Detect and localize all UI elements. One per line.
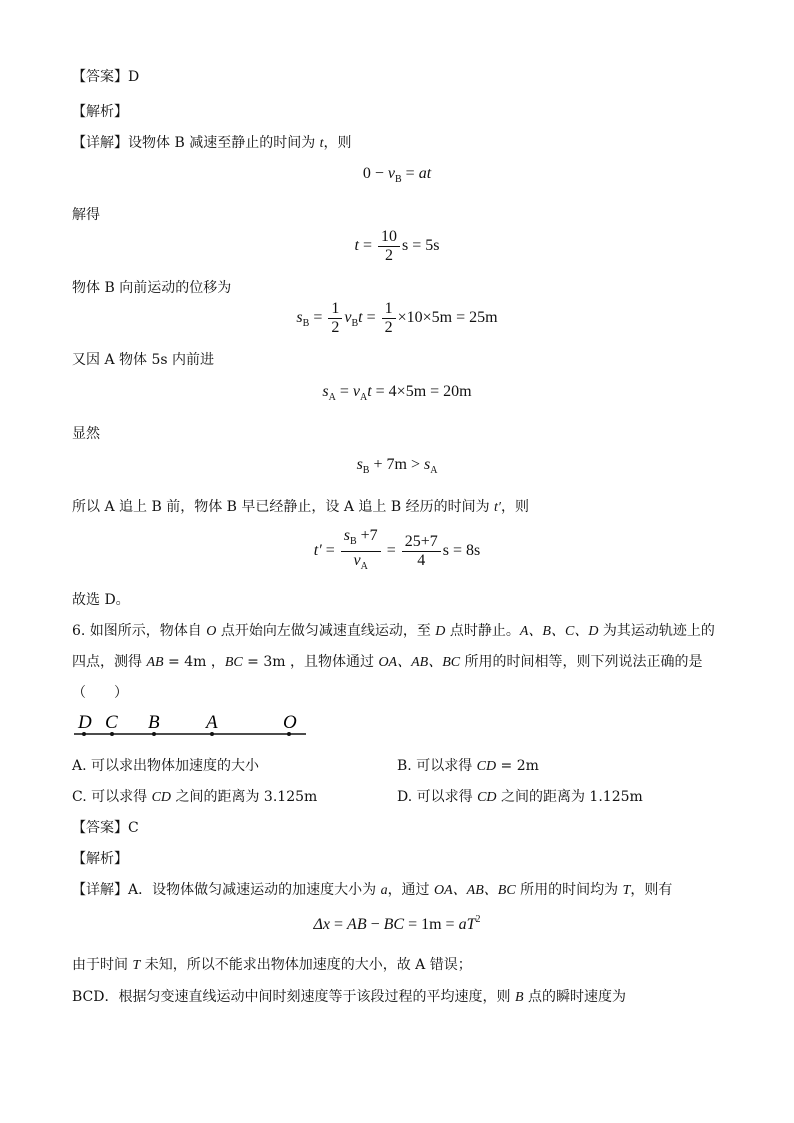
detail-line-1 [72,132,352,152]
label-c: C [105,712,118,733]
label-a: A [206,712,218,733]
error-line [72,954,472,974]
eq-var: Δx [313,916,331,933]
opt-text: 之间的距离为 3.125m [171,789,318,805]
frac-num: 25+7 [402,533,441,552]
answer-line-2 [72,817,139,837]
eq-sub: A [430,465,438,476]
so-text: 所以 A 追上 B 前，物体 B 早已经静止，设 A 追上 B 经历的时间为 [72,499,495,515]
answer-value: C [128,820,139,836]
var-T: T [132,958,141,973]
var-a: a [380,883,388,898]
opt-text: 之间的距离为 1.125m [496,789,643,805]
obvious-label: 显然 [72,426,100,442]
var-t: t [319,136,324,151]
frac-num: 10 [378,228,400,247]
err-text: 未知，所以不能求出物体加速度的大小，故 A 错误； [140,957,472,973]
q-var: OA、AB、BC [378,655,461,670]
eq-var: s [343,527,350,544]
fraction [341,527,381,576]
var-B: B [514,990,524,1005]
eq-var: v [344,309,352,327]
q-text: 6. 如图所示，物体自 [72,623,207,639]
q-text: 且物体通过 [303,654,379,670]
eq-var: BC [383,916,405,933]
opt-var: CD [151,790,172,805]
detail-text: 所用的时间均为 [515,882,623,898]
eq-var: t [367,383,372,400]
question-6-line-1 [72,620,715,640]
eq-part: = 4×5m = 20m [371,383,472,400]
eq-part: = [321,542,339,560]
eq-var: s [423,456,431,473]
frac-den [341,552,381,576]
detail-label: 【详解】 [72,135,128,151]
eq-sub: B [302,318,310,330]
opt-text: D. 可以求得 [397,789,478,805]
solve-label: 解得 [72,207,100,223]
detail-text: ，则有 [630,882,673,898]
eq-sub: B [349,536,357,547]
eq-sub: A [360,561,368,572]
label-o: O [283,712,297,733]
q-var: AB [146,655,164,670]
opt-text: B. 可以求得 [397,758,477,774]
err-text: 由于时间 [72,957,133,973]
eq-sub: B [362,465,370,476]
var-T: T [622,883,631,898]
eq-var: s [322,383,329,400]
q-text: = 3m ， [242,654,304,670]
q-text: 四点，测得 [72,654,147,670]
answer-line-1 [72,66,139,86]
eq-part: s = 5s [402,237,440,255]
frac-num: 1 [382,300,396,319]
option-a: A. 可以求出物体加速度的大小 [72,758,260,774]
eq-var: a [458,916,467,933]
detail-text: A．设物体做匀减速运动的加速度大小为 [128,882,381,898]
eq-sub: B [351,318,359,330]
eq-sub: B [394,174,402,185]
option-c [72,786,317,806]
eq-var: v [387,165,395,182]
eq-part: = [358,237,376,255]
eq-sub: A [359,392,368,403]
label-b: B [148,712,160,733]
eq-part: = [382,542,400,560]
eq-part: = [330,916,348,933]
fraction [382,300,396,337]
q-text: 为其运动轨迹上的 [598,623,715,639]
eq-part: 0 − [362,165,388,182]
answer-value: D [128,69,140,85]
q-var: O [206,624,217,639]
eq-var: t [354,237,359,255]
also-label: 又因 A 物体 5s 内前进 [72,352,215,368]
bcd-text: BCD．根据匀变速直线运动中间时刻速度等于该段过程的平均速度，则 [72,989,515,1005]
trajectory-figure [70,708,310,742]
opt-var: CD [477,790,497,805]
eq-part: +7 [356,527,378,544]
equation-1 [0,165,794,185]
opt-var: CD [476,759,497,774]
bcd-line [72,986,626,1006]
eq-part: = [335,383,353,400]
equation-3 [0,300,794,337]
frac-den: 4 [417,552,426,569]
opt-text: C. 可以求得 [72,789,152,805]
detail-text-end: ，则 [323,135,352,151]
eq-part: = [362,309,380,327]
option-d [397,786,643,806]
equation-2 [0,228,794,265]
choose-line: 故选 D。 [72,592,130,608]
detail-text: ，通过 [387,882,435,898]
q-text: 点时静止。 [445,623,520,639]
answer-label: 【答案】 [72,69,128,85]
detail-var: OA、AB、BC [434,883,516,898]
analysis-label-1: 【解析】 [72,104,128,120]
q-text: = 4m ， [163,654,225,670]
q-var: BC [224,655,243,670]
eq-sup: 2 [475,914,481,925]
frac-den: 2 [385,247,393,264]
fraction [328,300,342,337]
eq-var: at [418,165,432,182]
eq-var: s [356,456,363,473]
q-text: 所用的时间相等，则下列说法正确的是 [460,654,703,670]
eq-var: T [466,916,476,933]
equation-7 [0,914,794,934]
frac-den: 2 [331,319,340,336]
eq-part: = [401,165,419,182]
opt-text: = 2m [496,758,539,774]
eq-part: − [366,916,384,933]
q-var: D [435,624,446,639]
eq-var: t [358,309,363,327]
label-d: D [78,712,92,733]
eq-part: = 1m = [404,916,459,933]
fraction [402,533,441,570]
equation-4 [0,383,794,403]
eq-var: s [296,309,303,327]
question-6-line-2 [72,651,703,671]
analysis-label-2: 【解析】 [72,851,128,867]
eq-var: v [352,383,360,400]
q-var: A、B、C、D [519,624,599,639]
detail-label: 【详解】 [72,882,128,898]
eq-var: t′ [313,542,322,560]
eq-part: + 7m > [369,456,424,473]
detail-text: 设物体 B 减速至静止的时间为 [128,135,320,151]
frac-den: 2 [384,319,393,336]
displacement-label: 物体 B 向前运动的位移为 [72,280,232,296]
detail-line-2 [72,879,672,899]
q-text: 点开始向左做匀减速直线运动，至 [216,623,436,639]
option-b [397,755,539,775]
bcd-text: 点的瞬时速度为 [523,989,626,1005]
eq-var: AB [347,916,367,933]
frac-num: 1 [328,300,342,319]
eq-var: v [353,552,361,569]
frac-num [341,527,381,552]
eq-part: = [309,309,327,327]
eq-sub: A [328,392,336,403]
equation-6 [0,527,794,576]
eq-part: s = 8s [442,542,481,560]
eq-part: ×10×5m = 25m [397,309,498,327]
answer-label: 【答案】 [72,820,128,836]
fraction [378,228,400,265]
equation-5 [0,456,794,476]
var-t-prime: t′ [494,500,501,515]
so-text-end: ，则 [501,499,529,515]
question-6-paren: （ ） [72,685,128,701]
so-line [72,496,529,516]
